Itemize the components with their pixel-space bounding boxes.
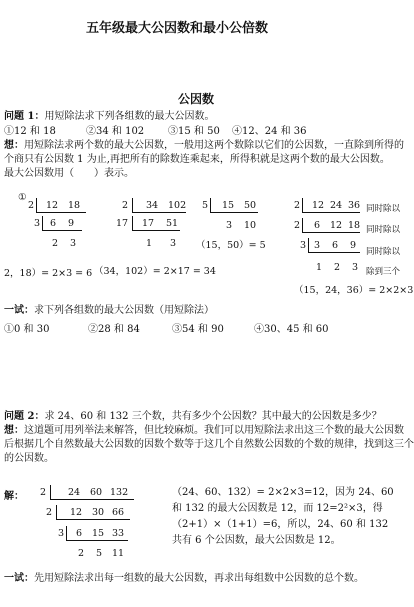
quotient: 6 [314,220,321,231]
divisor: 2 [294,200,301,211]
quotient: 2 [52,238,59,249]
problem-1-item-1: ①12 和 18 [4,126,56,137]
page-title: 五年级最大公因数和最小公倍数 [86,21,269,36]
quotient: 33 [112,528,125,539]
quotient: 51 [166,218,179,229]
quotient: 2 [334,262,341,273]
try-text: 先用短除法求出每一组数的最大公因数，再求出每组数中公因数的总个数。 [34,573,364,584]
dividend: 132 [110,487,129,498]
dividend: 60 [90,487,103,498]
quotient: 66 [112,507,125,518]
problem-1-item-2: ②34 和 102 [86,126,145,137]
divisor: 5 [202,200,209,211]
problem-1-label: 问题 1： [4,111,45,122]
problem-1-item-4: ④12、24 和 36 [232,126,307,137]
dividend: 24 [68,487,81,498]
try-1-item-3: ③54 和 90 [172,324,224,335]
diagram-result: （34，102）= 2×17 = 34 [94,266,216,277]
problem-2-heading [4,411,382,423]
problem-2-think-line-1 [4,425,404,437]
problem-1-think-line-3: 最大公因数用（ ）表示。 [4,168,134,179]
try-label: 一试： [4,573,34,584]
dividend: 34 [146,200,159,211]
divisor: 3 [300,240,307,251]
quotient: 15 [92,528,105,539]
quotient: 18 [348,220,361,231]
quotient: 5 [96,548,103,559]
divisor: 3 [58,528,65,539]
divisor: 2 [122,200,129,211]
quotient: 11 [112,548,125,559]
quotient: 2 [78,548,85,559]
dividend: 36 [348,200,361,211]
quotient: 3 [314,240,321,251]
quotient: 1 [316,262,323,273]
explain-line-2: 和 132 的最大公因数是 12，而 12=2²×3，得 [172,503,383,514]
think-label: 想： [4,425,24,436]
quotient: 17 [142,218,155,229]
problem-2-text: 求 24、60 和 132 三个数，共有多少个公因数？其中最大的公因数是多少？ [44,411,382,422]
quotient: 12 [330,220,343,231]
diagram-result: （15，24，36）= 2×2×3 [294,285,414,296]
problem-2-think-line-2: 后根据几个自然数最大公因数的因数个数等于这几个自然数公因数的个数的规律，找到这三个 [4,439,414,450]
side-note: 除到三个 [366,267,401,277]
problem-1-text: 用短除法求下列各组数的最大公因数。 [44,111,215,122]
divisor: 3 [34,218,41,229]
side-note: 同时除以 [366,225,401,235]
quotient: 6 [332,240,339,251]
solve-label: 解： [4,491,24,502]
try-1-item-2: ②28 和 84 [88,324,140,335]
divisor: 2 [294,220,301,231]
quotient: 9 [68,218,75,229]
problem-1-heading [4,111,214,123]
problem-1-think-line-1 [4,140,404,152]
quotient: 3 [352,262,359,273]
dividend: 15 [222,200,235,211]
side-note: 同时除以 [366,247,401,257]
quotient: 12 [70,507,83,518]
try-1-heading [4,305,214,317]
explain-line-3: （2+1）×（1+1）=6，所以，24、60 和 132 [172,519,389,530]
diagram-number: ① [18,192,27,203]
section-title: 公因数 [178,92,215,106]
problem-1-think-line-2: 个商只有公因数 1 为止,再把所有的除数连乘起来，所得积就是这两个数的最大公因数。 [4,154,390,165]
quotient: 3 [226,220,233,231]
divisor: 2 [46,507,53,518]
try-text: 求下列各组数的最大公因数（用短除法） [34,305,214,316]
explain-line-4: 共有 6 个公因数，最大公因数是 12。 [172,535,341,546]
dividend: 12 [312,200,325,211]
try-label: 一试： [4,305,34,316]
think-text: 用短除法求两个数的最大公因数，一般用这两个数除以它们的公因数，一直除到所得的 [24,140,404,151]
divisor: 17 [116,218,129,229]
quotient: 6 [76,528,83,539]
divisor: 2 [40,487,47,498]
dividend: 50 [244,200,257,211]
dividend: 102 [168,200,187,211]
problem-1-item-3: ③15 和 50 [168,126,220,137]
quotient: 9 [350,240,357,251]
quotient: 3 [170,238,177,249]
dividend: 12 [46,200,59,211]
quotient: 30 [92,507,105,518]
try-1-item-4: ④30、45 和 60 [254,324,329,335]
diagram-result: 2，18）= 2×3 = 6 [4,268,93,279]
try-1-item-1: ①0 和 30 [4,324,50,335]
think-label: 想： [4,140,24,151]
quotient: 3 [70,238,77,249]
problem-2-think-line-3: 的公因数。 [4,453,54,464]
try-2-heading [4,573,364,585]
side-note: 同时除以 [366,204,401,214]
dividend: 24 [330,200,343,211]
diagram-result: （15，50）= 5 [196,240,266,251]
quotient: 6 [50,218,57,229]
problem-2-label: 问题 2： [4,411,45,422]
explain-line-1: （24、60、132）= 2×2×3=12，因为 24、60 [172,487,394,498]
think-text: 这道题可用列举法来解答，但比较麻烦。我们可以用短除法求出这三个数的最大公因数 [24,425,404,436]
quotient: 10 [244,220,257,231]
quotient: 1 [146,238,153,249]
dividend: 18 [68,200,81,211]
divisor: 2 [28,200,35,211]
